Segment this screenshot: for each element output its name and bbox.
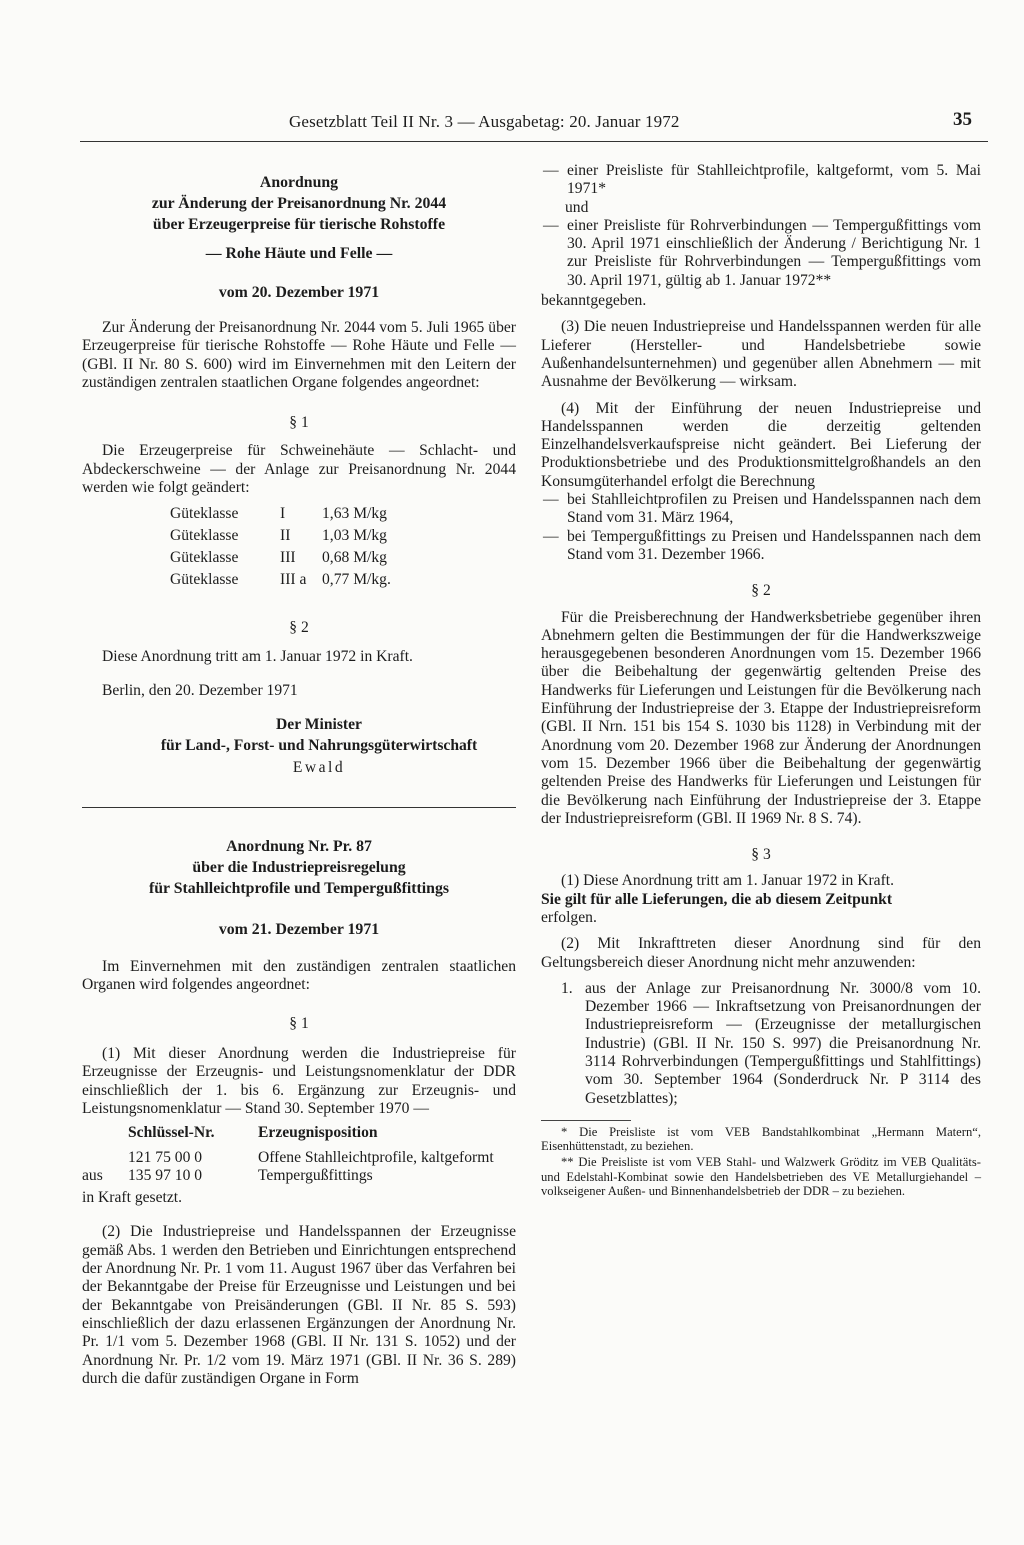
- doc2-s3-heading: § 3: [751, 846, 771, 864]
- quality-class: III a: [280, 571, 307, 589]
- header-rule: [80, 141, 988, 142]
- table-header-row: [82, 1124, 494, 1142]
- quality-class: I: [280, 505, 286, 523]
- table-row: [170, 527, 391, 549]
- doc2-s3-item-1: aus der Anlage zur Preisanordnung Nr. 3000/8 vom 10. Dezember 1966 — Inkraftsetzung von Preisanordnungen der Industriepreisreform — (Erzeugnisse der metallurgischen Industrie) (GBl. II Nr. 150 S. 997) die Preisanordnung Nr. 3114 Rohrverbindungen (Tempergußfittings und Stahlfittings) vom 30. September 1964 (Sonderdruck Nr. P 3114 des Gesetzblattes);: [585, 979, 981, 1107]
- position-header: Erzeugnisposition: [258, 1124, 378, 1142]
- doc1-date: vom 20. Dezember 1971: [218, 284, 380, 301]
- list-item: [541, 980, 981, 1108]
- list-item: — einer Preisliste für Stahlleichtprofile, kaltgeformt, vom 5. Mai 1971*: [543, 162, 981, 198]
- table-row: [170, 505, 391, 527]
- page-header: [82, 111, 986, 137]
- table-row: [170, 571, 391, 593]
- key-header: Schlüssel-Nr.: [128, 1124, 215, 1142]
- bekannt-text: bekanntgegeben.: [541, 292, 647, 310]
- doc2-date: vom 21. Dezember 1971: [218, 921, 380, 939]
- doc2-s2-text: Für die Preisberechnung der Handwerksbetriebe gegenüber ihren Abnehmern gelten die Bestimmungen der für die Handwerkszweige herausgegebenen besonderen Anordnungen vom 15. Dezember 1966 über die Beibehaltung der gegenwärtig geltenden Preise des Handwerks für Lieferungen und Leistungen für die Bevölkerung nach Einführung der Industriepreise der 3. Etappe der Industriepreisreform (GBl. II Nrn. 151 bis 154 S. 1030 bis 1128) in Verbindung mit der Anordnung vom 20. Dezember 1968 zur Änderung der Anordnungen vom 15. Dezember 1966 über die Beibehaltung der gegenwärtig geltenden Preise des Handwerks für Lieferungen und Leistungen für die Bevölkerung nach Einführung der Industriepreise der 3. Etappe der Industriepreisreform (GBl. II 1969 Nr. 8 S. 74).: [541, 608, 981, 827]
- right-column: [541, 160, 981, 1198]
- quality-class: II: [280, 527, 291, 545]
- item-prefix: [82, 1149, 128, 1167]
- quality-label: Güteklasse: [170, 549, 239, 567]
- doc2-preamble: Im Einvernehmen mit den zuständigen zentralen staatlichen Organen wird folgendes angeordnet:: [82, 958, 516, 994]
- in-kraft-text: in Kraft gesetzt.: [82, 1189, 183, 1207]
- list-b: [541, 491, 981, 564]
- quality-label: Güteklasse: [170, 571, 239, 589]
- list-a-item-2: einer Preisliste für Rohrverbindungen — Tempergußfittings vom 30. April 1971 einschließlich der Änderung / Berichtigung Nr. 1 zur Preisliste für Rohrverbindungen — Tempergußfittings vom 30. April 1971, gültig ab 1. Januar 1972**: [567, 216, 981, 289]
- doc2-s2-heading: § 2: [751, 582, 771, 600]
- doc1-s1-heading: § 1: [289, 414, 309, 432]
- quality-price: 0,77 M/kg.: [322, 571, 391, 589]
- page-number: 35: [953, 109, 972, 130]
- doc2-title-3: für Stahlleichtprofile und Tempergußfittings: [148, 880, 450, 898]
- quality-price: 0,68 M/kg: [322, 549, 387, 567]
- footnote-rule: [541, 1120, 631, 1121]
- doc1-title-2: zur Änderung der Preisanordnung Nr. 2044: [151, 195, 447, 212]
- doc2-s3-p1a: (1) Diese Anordnung tritt am 1. Januar 1972 in Kraft.: [561, 872, 895, 890]
- list-b-item-1: bei Stahlleichtprofilen zu Preisen und Handelsspannen nach dem Stand vom 31. März 1964,: [567, 491, 981, 527]
- document-separator: [82, 807, 516, 808]
- table-row: [170, 549, 391, 571]
- list-b-item-2: bei Tempergußfittings zu Preisen und Handelsspannen nach dem Stand vom 31. Dezember 1966.: [567, 527, 981, 563]
- doc2-s3-p2: (2) Mit Inkrafttreten dieser Anordnung sind für den Geltungsbereich dieser Anordnung nicht mehr anzuwenden:: [541, 935, 981, 971]
- doc1-s1-text: Die Erzeugerpreise für Schweinehäute — Schlacht- und Abdeckerschweine — der Anlage zur Preisanordnung Nr. 2044 werden wie folgt geändert:: [82, 442, 516, 497]
- left-column: [82, 172, 516, 1388]
- item-key: 121 75 00 0: [128, 1148, 203, 1166]
- list-item: — bei Tempergußfittings zu Preisen und Handelsspannen nach dem Stand vom 31. Dezember 1966.: [543, 527, 981, 563]
- list-a-item-1: einer Preisliste für Stahlleichtprofile, kaltgeformt, vom 5. Mai 1971*: [567, 162, 981, 198]
- doc1-signer-2: für Land-, Forst- und Nahrungsgüterwirtschaft: [160, 736, 478, 754]
- doc2-s3-p1c: erfolgen.: [541, 908, 597, 926]
- list-item: — bei Stahlleichtprofilen zu Preisen und Handelsspannen nach dem Stand vom 31. März 1964,: [543, 491, 981, 527]
- footnote-2: ** Die Preisliste ist vom VEB Stahl- und Walzwerk Gröditz im VEB Qualitäts- und Edelstahl-Kombinat sowie den Handelsbetrieben des VE Metallurgiehandel – volkseigener Außen- und Binnenhandelsbetrieb der DDR – zu beziehen.: [541, 1155, 981, 1198]
- doc2-s1-p3: (3) Die neuen Industriepreise und Handelsspannen werden für alle Lieferer (Hersteller- und Handelsbetriebe sowie Außenhandelsunternehmen) und gegenüber allen Abnehmern — mit Ausnahme der Bevölkerung — wirksam.: [541, 318, 981, 391]
- doc1-subtitle: — Rohe Häute und Felle —: [205, 245, 393, 262]
- doc2-s1-p2: (2) Die Industriepreise und Handelsspannen der Erzeugnisse gemäß Abs. 1 werden den Betrieben und Einrichtungen entsprechend der Anordnung Nr. Pr. 1 vom 11. August 1967 über das Verfahren bei der Bekanntgabe der Preise für Erzeugnisse und Leistungen und bei der Bekanntgabe von Preisänderungen (GBl. II Nr. 85 S. 593) einschließlich der dazu erlassenen Ergänzungen der Anordnung Nr. Pr. 1/1 vom 5. Dezember 1968 (GBl. II Nr. 131 S. 1052) und der Anordnung Nr. Pr. 1/2 vom 19. März 1971 (GBl. II Nr. 36 S. 289) durch die dafür zuständigen Organe in Form: [82, 1223, 516, 1387]
- item-position: Tempergußfittings: [258, 1166, 373, 1184]
- quality-label: Güteklasse: [170, 505, 239, 523]
- und-text: und: [565, 198, 589, 216]
- doc1-signer-1: Der Minister: [276, 716, 362, 734]
- doc1-title-1: Anordnung: [259, 174, 339, 191]
- doc1-s2-text: Diese Anordnung tritt am 1. Januar 1972 in Kraft.: [102, 647, 413, 665]
- doc1-preamble: Zur Änderung der Preisanordnung Nr. 2044 vom 5. Juli 1965 über Erzeugerpreise für tierische Rohstoffe — Rohe Häute und Felle — (GBl. II Nr. 80 S. 600) wird im Einvernehmen mit den Leitern der zuständigen zentralen staatlichen Organe folgendes angeordnet:: [82, 319, 516, 391]
- header-text: Gesetzblatt Teil II Nr. 3 — Ausgabetag: 20. Januar 1972: [289, 112, 680, 131]
- doc1-signer-name: Ewald: [292, 758, 346, 776]
- doc2-s1-p1: (1) Mit dieser Anordnung werden die Industriepreise für Erzeugnisse der Erzeugnis- und Leistungsnomenklatur der DDR einschließlich der 1. bis 6. Ergänzung zur Erzeugnis- und Leistungsnomenklatur — Stand 30. September 1970 —: [82, 1045, 516, 1117]
- price-table: [170, 505, 391, 593]
- doc2-title-2: über die Industriepreisregelung: [192, 859, 406, 877]
- quality-class: III: [280, 549, 296, 567]
- item-prefix: aus: [82, 1166, 103, 1184]
- doc2-title-1: Anordnung Nr. Pr. 87: [226, 838, 372, 856]
- footnote-1: * Die Preisliste ist vom VEB Bandstahlkombinat „Hermann Matern“, Eisenhüttenstadt, zu beziehen.: [541, 1124, 981, 1154]
- quality-price: 1,03 M/kg: [322, 527, 387, 545]
- doc1-s2-heading: § 2: [289, 619, 309, 637]
- table-row: [82, 1149, 494, 1167]
- quality-label: Güteklasse: [170, 527, 239, 545]
- list-item: — einer Preisliste für Rohrverbindungen — Tempergußfittings vom 30. April 1971 einschließlich der Änderung / Berichtigung Nr. 1 zur Preisliste für Rohrverbindungen — Tempergußfittings vom 30. April 1971, gültig ab 1. Januar 1972**: [543, 216, 981, 289]
- list-a: [541, 162, 981, 290]
- product-table: [82, 1124, 494, 1185]
- table-row: [82, 1167, 494, 1185]
- item-number: 1.: [561, 979, 573, 997]
- item-position: Offene Stahlleichtprofile, kaltgeformt: [258, 1148, 494, 1166]
- item-key: 135 97 10 0: [128, 1166, 203, 1184]
- doc2-s1-p4: (4) Mit der Einführung der neuen Industriepreise und Handelsspannen werden die derzeitig geltenden Einzelhandelsverkaufspreise nicht geändert. Bei Lieferung der Produktionsbetriebe und des Produktionsmittelgroßhandels an den Konsumgüterhandel erfolgt die Berechnung: [541, 399, 981, 490]
- doc1-place-date: Berlin, den 20. Dezember 1971: [102, 681, 298, 699]
- quality-price: 1,63 M/kg: [322, 505, 387, 523]
- doc2-s1-heading: § 1: [289, 1014, 309, 1032]
- doc1-title-3: über Erzeugerpreise für tierische Rohstoffe: [152, 216, 446, 233]
- doc2-s3-p1b: Sie gilt für alle Lieferungen, die ab diesem Zeitpunkt: [541, 890, 893, 908]
